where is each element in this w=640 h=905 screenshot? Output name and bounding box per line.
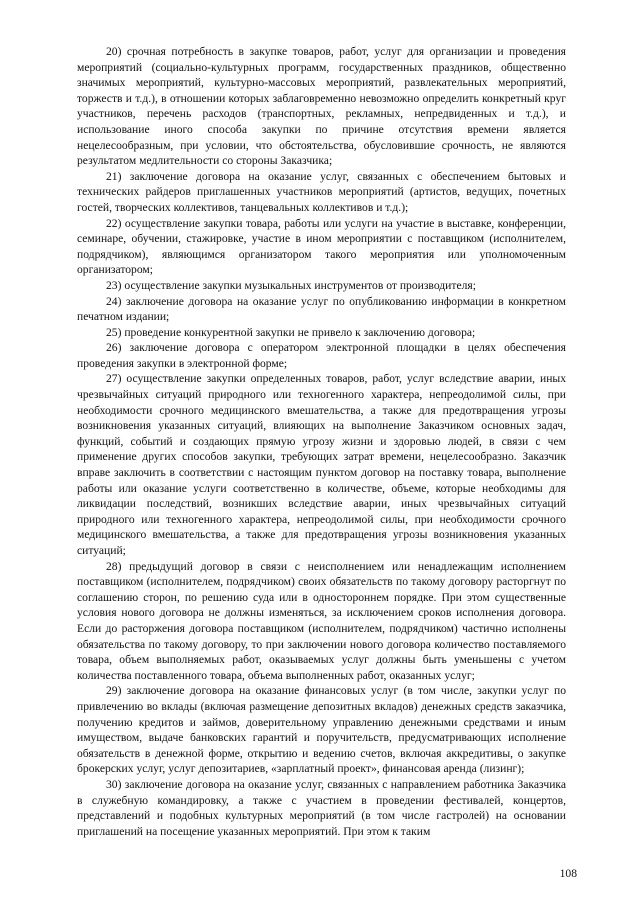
paragraph-item-21: 21) заключение договора на оказание услуг, связанных с обеспечением бытовых и технических райдеров приглашенных участников мероприятий (артистов, ведущих, почетных гостей, творческих коллективов, танцевальных коллективов и т.д.); <box>77 169 566 214</box>
paragraph-item-20: 20) срочная потребность в закупке товаров, работ, услуг для организации и проведения мероприятий (социально-культурных программ, государственных праздников, общественно значимых мероприятий, культурно-массовых мероприятий, развлекательных мероприятий, торжеств и т.д.), в отношении которых заблаговременно невозможно определить конкретный круг участников, перечень расходов (транспортных, рекламных, непредвиденных и т.д.), и использование иного способа закупки по причине отсутствия времени является нецелесообразным, при условии, что обстоятельства, обусловившие срочность, не являются результатом медлительности со стороны Заказчика; <box>77 45 566 168</box>
paragraph-item-26: 26) заключение договора с оператором электронной площадки в целях обеспечения проведения закупки в электронной форме; <box>77 341 566 370</box>
paragraph-item-22: 22) осуществление закупки товара, работы или услуги на участие в выставке, конференции, семинаре, обучении, стажировке, участие в ином мероприятии с поставщиком (исполнителем, подрядчиком), являющимся организатором такого мероприятия или уполномоченным организатором; <box>77 216 566 277</box>
paragraph-item-25: 25) проведение конкурентной закупки не привело к заключению договора; <box>106 325 476 339</box>
paragraph-item-30: 30) заключение договора на оказание услуг, связанных с направлением работника Заказчика в служебную командировку, а также с участием в проведении фестивалей, концертов, представлений и подобных культурных мероприятий (в том числе гастролей) на основании приглашений на посещение указанных мероприятий. При этом к таким <box>77 777 566 838</box>
paragraph-item-23: 23) осуществление закупки музыкальных инструментов от производителя; <box>106 278 476 292</box>
paragraph-item-27: 27) осуществление закупки определенных товаров, работ, услуг вследствие аварии, иных чрезвычайных ситуаций природного или техногенного характера, непреодолимой силы, при необходимости срочного медицинского вмешательства, а также для предотвращения угрозы возникновения указанных ситуаций, влияющих на выполнение Заказчиком основных задач, функций, событий и создающих прямую угрозу жизни и здоровью людей, в связи с чем применение других способов закупки, требующих затрат времени, нецелесообразно. Заказчик вправе заключить в соответствии с настоящим пунктом договор на поставку товара, выполнение работы или оказание услуги соответственно в количестве, объеме, которые необходимы для ликвидации последствий, возникших вследствие аварии, иных чрезвычайных ситуаций природного или техногенного характера, непреодолимой силы, при необходимости срочного медицинского вмешательства, а также для предотвращения угрозы возникновения указанных ситуаций; <box>77 372 566 557</box>
paragraph-item-28: 28) предыдущий договор в связи с неисполнением или ненадлежащим исполнением поставщиком (исполнителем, подрядчиком) своих обязательств по такому договору расторгнут по соглашению сторон, по решению суда или в одностороннем порядке. При этом существенные условия нового договора не должны изменяться, за исключением сроков исполнения договора. Если до расторжения договора поставщиком (исполнителем, подрядчиком) частично исполнены обязательства по такому договору, то при заключении нового договора количество поставляемого товара, объем выполняемых работ, оказываемых услуг должны быть уменьшены с учетом количества поставленного товара, объема выполненных работ, оказанных услуг; <box>77 559 566 682</box>
paragraph-item-29: 29) заключение договора на оказание финансовых услуг (в том числе, закупки услуг по привлечению во вклады (включая размещение депозитных вкладов) денежных средств заказчика, получению кредитов и займов, доверительному управлению денежными средствами и иным имуществом, выдаче банковских гарантий и поручительств, предусматривающих исполнение обязательств в денежной форме, открытию и ведению счетов, включая аккредитивы, о закупке брокерских услуг, услуг депозитариев, «зарплатный проект», финансовая аренда (лизинг); <box>77 684 566 776</box>
page-number: 108 <box>559 867 577 880</box>
document-body <box>77 44 566 839</box>
paragraph-item-24: 24) заключение договора на оказание услуг по опубликованию информации в конкретном печатном издании; <box>77 294 566 324</box>
